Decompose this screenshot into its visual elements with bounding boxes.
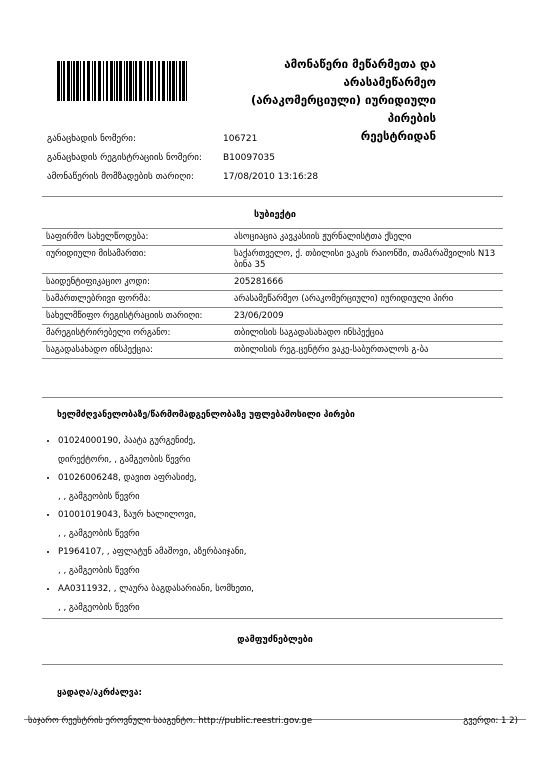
table-row: საიდენტიფიკაციო კოდი: 205281666 xyxy=(42,274,503,291)
subject-table xyxy=(42,228,503,359)
divider xyxy=(42,664,503,665)
footer-source: საჯარო რეესტრის ეროვნული სააგენტო. http://public.reestri.gov.ge xyxy=(28,716,313,726)
list-item: • AA0311932, , ლაურა ბაგდასარიანი, სომხეთი, , , გამგეობის წევრი xyxy=(58,580,254,617)
list-item: • 01026006248, დავით აფრასიძე, , , გამგეობის წევრი xyxy=(58,469,254,506)
persons-section-title: ხელმძღვანელობაზე/წარმომადგენლობაზე უფლებამოსილი პირები xyxy=(57,410,355,420)
list-item: • P1964107, , აფლატუნ ამაშოვი, აზერბაიჯანი, , , გამგეობის წევრი xyxy=(58,543,254,580)
table-row: სამართლებრივი ფორმა: არასამეწარმეო (არაკომერციული) იურიდიული პირი xyxy=(42,291,503,308)
table-row: მარეგისტრირებელი ორგანო: თბილისის საგადასახადო ინსპექცია xyxy=(42,325,503,342)
table-row: იურიდიული მისამართი: საქართველო, ქ. თბილისი ვაკის რაიონში, თამარაშვილის N13 ბინა 35 xyxy=(42,246,503,274)
table-row: საგადასახადო ინსპექცია: თბილისის რეგ.ცენტრი ვაკე-საბურთალოს გ-ბა xyxy=(42,342,503,359)
persons-list xyxy=(40,432,254,617)
subject-section-title: სუბიექტი xyxy=(254,210,296,220)
divider xyxy=(42,397,503,398)
list-item: • 01024000190, პაატა გურგენიძე, დირექტორი, , გამგეობის წევრი xyxy=(58,432,254,469)
registration-number-row: განაცხადის რეგისტრაციის ნომერი: B10097035 xyxy=(47,153,275,163)
table-row: საფირმო სახელწოდება: ასოციაცია კავკასიის ჟურნალისტთა ქსელი xyxy=(42,229,503,246)
list-item: • 01001019043, ზაურ ხალილოვი, , , გამგეობის წევრი xyxy=(58,506,254,543)
lien-section-title: ყადაღა/აკრძალვა: xyxy=(57,688,142,698)
page-number: გვერდი: 1 2) xyxy=(463,716,518,726)
application-number-row: განაცხადის ნომერი: 106721 xyxy=(47,134,258,144)
extract-date-row: ამონაწერის მომზადების თარიღი: 17/08/2010 13:16:28 xyxy=(47,172,319,182)
barcode xyxy=(57,61,189,101)
divider xyxy=(42,196,503,197)
table-row: სახელმწიფო რეგისტრაციის თარიღი: 23/06/2009 xyxy=(42,308,503,325)
founders-section-title: დამფუძნებლები xyxy=(237,635,313,645)
divider xyxy=(42,618,503,619)
document-title: ამონაწერი მეწარმეთა და არასამეწარმეო (არაკომერციული) იურიდიული პირების რეესტრიდან xyxy=(250,57,436,143)
